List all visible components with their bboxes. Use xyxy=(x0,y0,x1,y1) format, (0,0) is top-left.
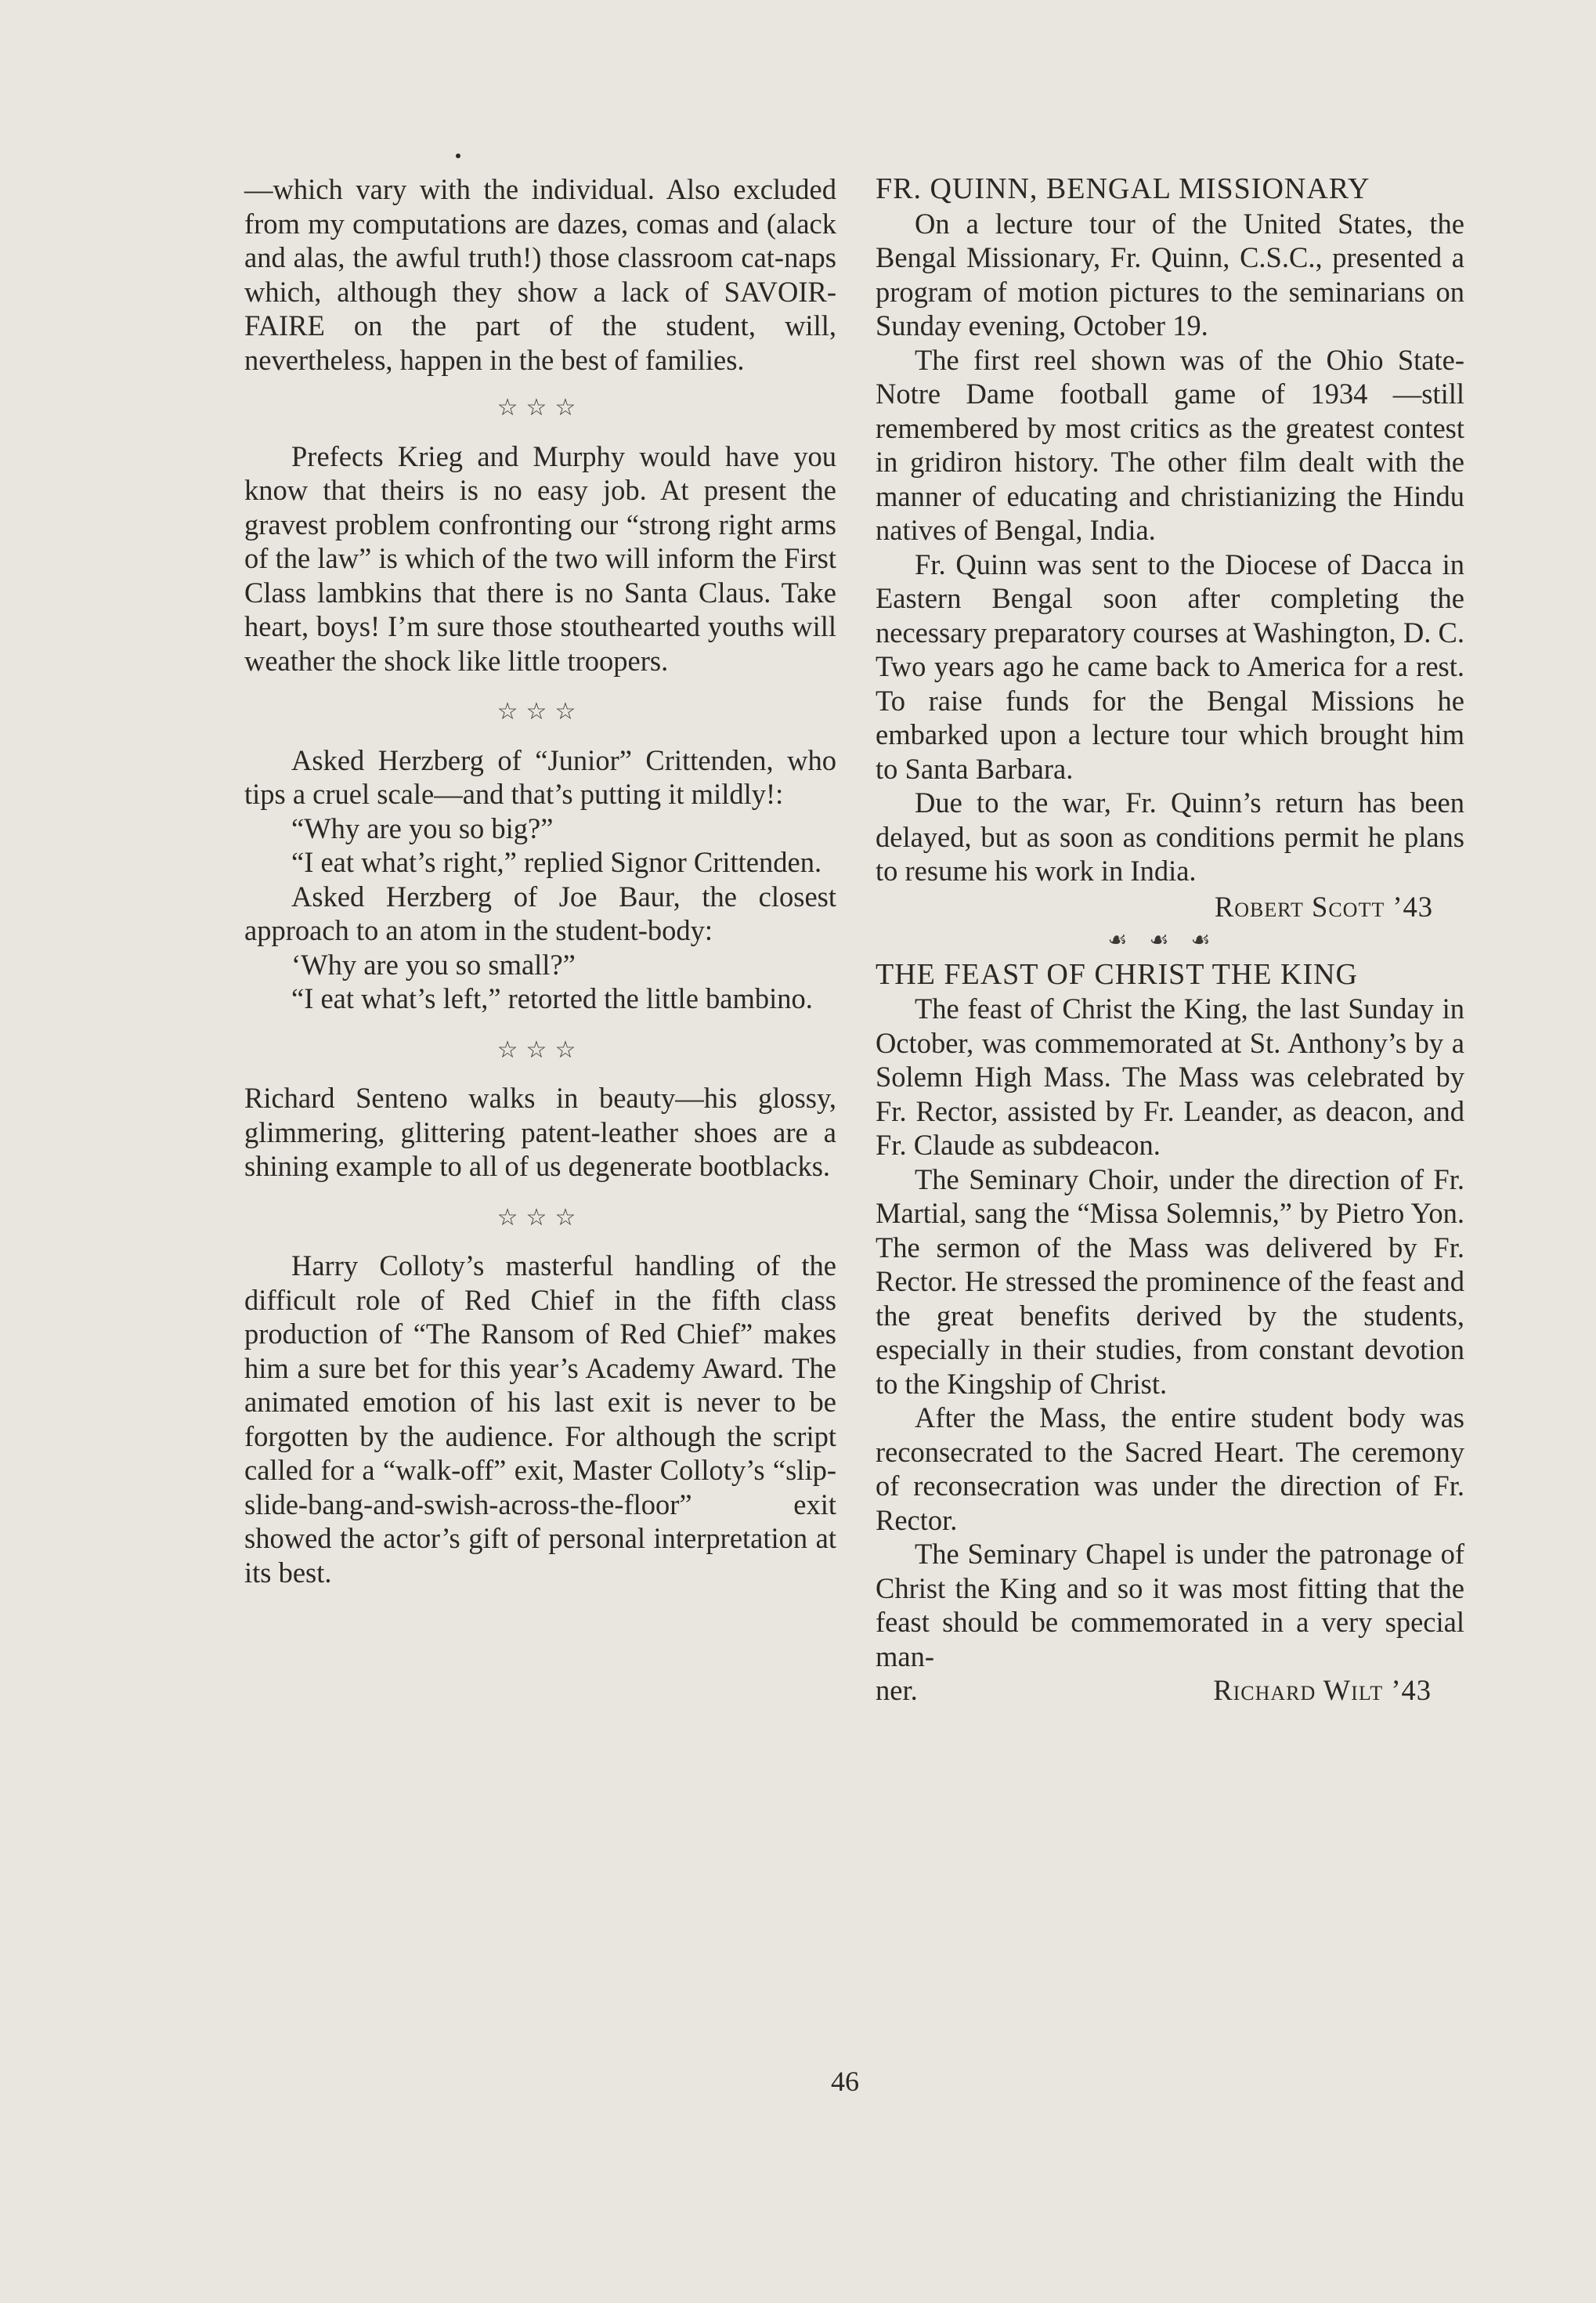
paragraph: “I eat what’s left,” retorted the little bambino. xyxy=(291,982,813,1014)
paragraph: Due to the war, Fr. Quinn’s return has been delayed, but as soon as conditions permit he plans to resume his work in India. xyxy=(876,786,1464,887)
paragraph: Prefects Krieg and Murphy would have you know that theirs is no easy job. At present the gravest problem confronting our “strong right arms of the law” is which of the two will inform the First Class lambkins that there is no Santa Claus. Take heart, boys! I’m sure those stouthearted youths will weather the shock like little troopers. xyxy=(244,439,836,677)
paragraph: Asked Herzberg of “Junior” Crittenden, who tips a cruel scale—and that’s putting it mildly!: xyxy=(244,743,836,810)
paragraph: Harry Colloty’s masterful handling of the difficult role of Red Chief in the fifth class production of “The Ransom of Red Chief” makes him a sure bet for this year’s Academy Award. The animated emotion of his last exit is never to be forgotten by the audience. For although the script called for a “walk-off” exit, Master Colloty’s “slip-slide-bang-and-swish-across-the-floor” exit showed the actor’s gift of personal interpretation at its best. xyxy=(244,1249,836,1589)
right-column xyxy=(876,172,1464,1708)
stars-divider: ☆☆☆ xyxy=(496,1204,584,1231)
ink-speck xyxy=(456,154,460,158)
paragraph: Fr. Quinn was sent to the Diocese of Dacca in Eastern Bengal soon after completing the necessary preparatory courses at Washington, D. C. Two years ago he came back to America for a rest. To raise funds for the Bengal Missions he embarked upon a lecture tour which brought him to Santa Barbara. xyxy=(876,548,1464,785)
paragraph: ‘Why are you so small?” xyxy=(291,948,576,981)
paragraph: The feast of Christ the King, the last Sunday in October, was commemorated at St. Anthony’s by a Solemn High Mass. The Mass was celebrated by Fr. Rector, assisted by Fr. Leander, as deacon, and Fr. Claude as subdeacon. xyxy=(876,992,1464,1161)
article-title: THE FEAST OF CHRIST THE KING xyxy=(876,957,1358,991)
paragraph: Richard Senteno walks in beauty—his glossy, glimmering, glittering patent-leather shoes are a shining example to all of us degenerate bootblacks. xyxy=(244,1082,836,1182)
paragraph: “Why are you so big?” xyxy=(291,812,554,844)
paragraph: On a lecture tour of the United States, the Bengal Missionary, Fr. Quinn, C.S.C., presented a program of motion pictures to the seminarians on Sunday evening, October 19. xyxy=(876,207,1464,342)
author-byline: Richard Wilt ’43 xyxy=(1213,1674,1432,1706)
paragraph: The Seminary Chapel is under the patronage of Christ the King and so it was most fitting that the feast should be commemorated in a very special man- xyxy=(876,1538,1464,1672)
page-number: 46 xyxy=(831,2066,859,2097)
stars-divider: ☆☆☆ xyxy=(496,1036,584,1063)
stars-divider: ☆☆☆ xyxy=(496,699,584,725)
ornament-divider: ☙☙☙ xyxy=(1107,928,1233,953)
paragraph: The first reel shown was of the Ohio State-Notre Dame football game of 1934 —still remembered by most critics as the greatest contest in gridiron history. The other film dealt with the manner of educating and christianizing the Hindu natives of Bengal, India. xyxy=(876,343,1464,546)
stars-divider: ☆☆☆ xyxy=(496,395,584,421)
paragraph: Asked Herzberg of Joe Baur, the closest approach to an atom in the student-body: xyxy=(244,880,836,946)
paragraph-end: ner. xyxy=(876,1674,918,1706)
left-column xyxy=(244,172,836,1589)
closing-line xyxy=(876,1673,1464,1708)
author-byline: Robert Scott ’43 xyxy=(1214,890,1433,923)
paragraph: The Seminary Choir, under the direction of Fr. Martial, sang the “Missa Solemnis,” by Pietro Yon. The sermon of the Mass was delivered by Fr. Rector. He stressed the prominence of the feast and the great benefits derived by the students, especially in their studies, from constant devotion to the Kingship of Christ. xyxy=(876,1162,1464,1400)
paragraph: “I eat what’s right,” replied Signor Crittenden. xyxy=(291,846,822,878)
paragraph: After the Mass, the entire student body was reconsecrated to the Sacred Heart. The ceremony of reconsecration was under the direction of Fr. Rector. xyxy=(876,1401,1464,1536)
article-title: FR. QUINN, BENGAL MISSIONARY xyxy=(876,172,1370,205)
paragraph: —which vary with the individual. Also excluded from my computations are dazes, comas and (alack and alas, the awful truth!) those classroom cat-naps which, although they show a lack of SAVOIR-FAIRE on the part of the student, will, nevertheless, happen in the best of families. xyxy=(244,173,836,376)
